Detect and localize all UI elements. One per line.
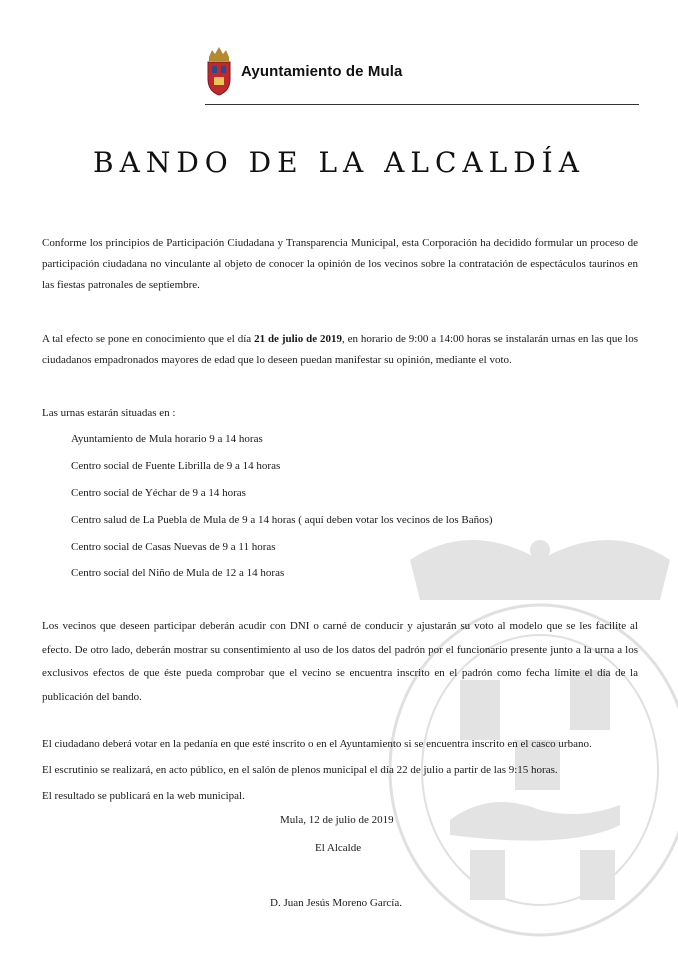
- paragraph-voting-place: El ciudadano deberá votar en la pedanía en que esté inscrito o en el Ayuntamiento si se encuentra inscrito en el casco urbano.: [42, 738, 592, 750]
- header-divider: [205, 104, 639, 105]
- paragraph-date-start: A tal efecto se pone en conocimiento que el día: [42, 333, 255, 345]
- seal-watermark-icon: [340, 520, 678, 940]
- letterhead: [205, 44, 402, 98]
- municipal-crest-icon: [205, 45, 233, 97]
- paragraph-count: El escrutinio se realizará, en acto público, en el salón de plenos municipal el día 22 de julio a partir de las 9:15 horas.: [42, 764, 558, 776]
- paragraph-intro: Conforme los principios de Participación Ciudadana y Transparencia Municipal, esta Corporación ha decidido formular un proceso de participación ciudadana no vinculante al objeto de conocer la opinión de los vecinos sobre la contratación de espectáculos taurinos en las fiestas patronales de septiembre.: [42, 237, 638, 291]
- signature-role: El Alcalde: [315, 842, 362, 854]
- list-item: Centro social de Fuente Librilla de 9 a 14 horas: [71, 460, 281, 472]
- list-item: Centro social de Yéchar de 9 a 14 horas: [71, 487, 246, 499]
- locations-intro: Las urnas estarán situadas en :: [42, 407, 176, 419]
- list-item: Centro salud de La Puebla de Mula de 9 a 14 horas ( aquí deben votar los vecinos de los Baños): [71, 514, 493, 526]
- paragraph-requirements: Los vecinos que deseen participar deberán acudir con DNI o carné de conducir y ajustarán su voto al modelo que se les facilite al efecto. De otro lado, deberán mostrar su consentimiento al uso de los datos del padrón por el funcionario presente junto a la urna a los exclusivos efectos de que éste pueda comprobar que el vecino se encuentra inscrito en el padrón como fecha límite el día de la publicación del bando.: [42, 620, 638, 703]
- page-title: BANDO DE LA ALCALDÍA: [93, 146, 585, 179]
- vote-date: 21 de julio de 2019: [254, 333, 342, 345]
- paragraph-date: [42, 329, 638, 371]
- list-item: Centro social del Niño de Mula de 12 a 14 horas: [71, 567, 285, 579]
- signature-name: D. Juan Jesús Moreno García.: [270, 897, 402, 909]
- list-item: Ayuntamiento de Mula horario 9 a 14 horas: [71, 433, 263, 445]
- organization-name: Ayuntamiento de Mula: [241, 62, 403, 80]
- paragraph-date-end: , en horario de 9:00 a 14:00 horas se instalarán urnas en las que los ciudadanos empadronados mayores de edad que lo deseen puedan manifestar su opinión, mediante el voto.: [42, 333, 638, 366]
- signature-place-date: Mula, 12 de julio de 2019: [280, 814, 394, 826]
- list-item: Centro social de Casas Nuevas de 9 a 11 horas: [71, 541, 276, 553]
- paragraph-result: El resultado se publicará en la web municipal.: [42, 790, 245, 802]
